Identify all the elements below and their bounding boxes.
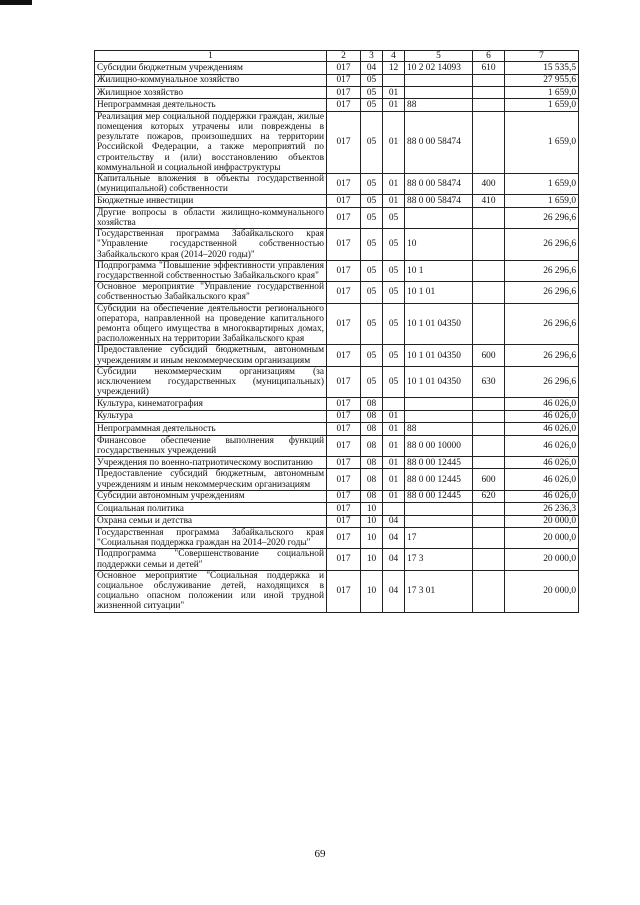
target-article [405, 74, 473, 86]
ministry-code: 017 [327, 515, 361, 527]
scan-edge-mark [0, 0, 32, 5]
subsection-code: 04 [383, 549, 405, 570]
subsection-code: 05 [383, 260, 405, 281]
amount: 26 296,6 [505, 260, 579, 281]
target-article: 17 [405, 527, 473, 548]
target-article: 10 1 01 04350 [405, 366, 473, 398]
amount: 46 026,0 [505, 398, 579, 410]
table-row [95, 86, 579, 98]
subsection-code: 12 [383, 62, 405, 74]
header-cell: 1 [95, 51, 327, 62]
table-row [95, 111, 579, 173]
expense-type [473, 207, 505, 228]
table-row [95, 527, 579, 548]
row-name: Капитальные вложения в объекты государственной (муниципальной) собственности [95, 173, 327, 194]
expense-type [473, 111, 505, 173]
table-row [95, 398, 579, 410]
subsection-code: 04 [383, 527, 405, 548]
section-code: 08 [361, 490, 383, 502]
amount: 27 955,6 [505, 74, 579, 86]
subsection-code: 01 [383, 423, 405, 435]
row-name: Подпрограмма "Повышение эффективности управления государственной собственностью Забайкальского края" [95, 260, 327, 281]
subsection-code: 01 [383, 490, 405, 502]
section-code: 10 [361, 515, 383, 527]
section-code: 10 [361, 549, 383, 570]
section-code: 05 [361, 303, 383, 345]
section-code: 05 [361, 207, 383, 228]
table-row [95, 282, 579, 303]
table-row [95, 260, 579, 281]
amount: 26 296,6 [505, 229, 579, 261]
section-code: 05 [361, 86, 383, 98]
table-row [95, 62, 579, 74]
expense-type [473, 229, 505, 261]
expense-type [473, 86, 505, 98]
amount: 1 659,0 [505, 99, 579, 111]
row-name: Основное мероприятие "Управление государственной собственностью Забайкальского края" [95, 282, 327, 303]
amount: 1 659,0 [505, 111, 579, 173]
section-code: 10 [361, 570, 383, 612]
row-name: Субсидии бюджетным учреждениям [95, 62, 327, 74]
ministry-code: 017 [327, 410, 361, 422]
ministry-code: 017 [327, 86, 361, 98]
target-article: 17 3 [405, 549, 473, 570]
table-row [95, 503, 579, 515]
expense-type [473, 398, 505, 410]
subsection-code: 01 [383, 469, 405, 490]
expense-type [473, 515, 505, 527]
target-article: 88 0 00 58474 [405, 111, 473, 173]
section-code: 08 [361, 398, 383, 410]
amount: 20 000,0 [505, 515, 579, 527]
target-article: 88 [405, 99, 473, 111]
row-name: Основное мероприятие "Социальная поддержка и социальное обслуживание детей, находящихся в социально опасном положении или иной трудной жизненной ситуации" [95, 570, 327, 612]
expense-type: 600 [473, 469, 505, 490]
subsection-code: 05 [383, 366, 405, 398]
subsection-code: 05 [383, 303, 405, 345]
table-row [95, 490, 579, 502]
ministry-code: 017 [327, 111, 361, 173]
row-name: Непрограммная деятельность [95, 423, 327, 435]
amount: 26 296,6 [505, 207, 579, 228]
table-row [95, 74, 579, 86]
expense-type [473, 260, 505, 281]
subsection-code [383, 503, 405, 515]
row-name: Государственная программа Забайкальского края "Социальная поддержка граждан на 2014–2020 годы" [95, 527, 327, 548]
amount: 26 296,6 [505, 345, 579, 366]
subsection-code: 01 [383, 86, 405, 98]
amount: 1 659,0 [505, 195, 579, 207]
expense-type [473, 99, 505, 111]
amount: 26 296,6 [505, 366, 579, 398]
section-code: 05 [361, 366, 383, 398]
expense-type: 400 [473, 173, 505, 194]
page-number: 69 [314, 848, 326, 860]
ministry-code: 017 [327, 435, 361, 456]
row-name: Учреждения по военно-патриотическому воспитанию [95, 457, 327, 469]
target-article [405, 515, 473, 527]
target-article: 17 3 01 [405, 570, 473, 612]
ministry-code: 017 [327, 549, 361, 570]
amount: 46 026,0 [505, 469, 579, 490]
table-row [95, 229, 579, 261]
ministry-code: 017 [327, 173, 361, 194]
expense-type [473, 74, 505, 86]
target-article: 10 2 02 14093 [405, 62, 473, 74]
target-article: 88 [405, 423, 473, 435]
amount: 1 659,0 [505, 173, 579, 194]
target-article [405, 503, 473, 515]
subsection-code: 01 [383, 195, 405, 207]
ministry-code: 017 [327, 207, 361, 228]
expense-type [473, 549, 505, 570]
amount: 20 000,0 [505, 549, 579, 570]
row-name: Субсидии на обеспечение деятельности регионального оператора, направленной на проведение капитального ремонта общего имущества в многоквартирных домах, расположенных на территории Забайкальского края [95, 303, 327, 345]
target-article: 88 0 00 58474 [405, 195, 473, 207]
section-code: 05 [361, 282, 383, 303]
amount: 15 535,5 [505, 62, 579, 74]
section-code: 05 [361, 229, 383, 261]
expense-type: 410 [473, 195, 505, 207]
table-row [95, 195, 579, 207]
subsection-code: 01 [383, 435, 405, 456]
target-article: 10 1 [405, 260, 473, 281]
expense-type [473, 303, 505, 345]
table-row [95, 410, 579, 422]
amount: 20 000,0 [505, 570, 579, 612]
section-code: 05 [361, 260, 383, 281]
section-code: 08 [361, 457, 383, 469]
subsection-code: 04 [383, 570, 405, 612]
subsection-code: 01 [383, 99, 405, 111]
section-code: 04 [361, 62, 383, 74]
header-cell: 7 [505, 51, 579, 62]
row-name: Субсидии некоммерческим организациям (за исключением государственных (муниципальных) учреждений) [95, 366, 327, 398]
expense-type [473, 570, 505, 612]
row-name: Реализация мер социальной поддержки граждан, жилые помещения которых утрачены или повреждены в результате пожаров, произошедших на территории Российской Федерации, а также мероприятий по строительству и (или) восстановлению объектов коммунальной и социальной инфраструктуры [95, 111, 327, 173]
row-name: Финансовое обеспечение выполнения функций государственных учреждений [95, 435, 327, 456]
ministry-code: 017 [327, 570, 361, 612]
ministry-code: 017 [327, 469, 361, 490]
table-header [95, 51, 579, 62]
row-name: Жилищное хозяйство [95, 86, 327, 98]
section-code: 05 [361, 345, 383, 366]
subsection-code: 04 [383, 515, 405, 527]
row-name: Подпрограмма "Совершенствование социальной поддержки семьи и детей" [95, 549, 327, 570]
section-code: 05 [361, 111, 383, 173]
table-row [95, 570, 579, 612]
row-name: Предоставление субсидий бюджетным, автономным учреждениям и иным некоммерческим организациям [95, 345, 327, 366]
subsection-code: 01 [383, 173, 405, 194]
subsection-code: 05 [383, 229, 405, 261]
ministry-code: 017 [327, 303, 361, 345]
amount: 46 026,0 [505, 423, 579, 435]
table-row [95, 549, 579, 570]
section-code: 05 [361, 173, 383, 194]
table-row [95, 345, 579, 366]
section-code: 05 [361, 99, 383, 111]
table-row [95, 207, 579, 228]
target-article: 88 0 00 12445 [405, 457, 473, 469]
amount: 46 026,0 [505, 410, 579, 422]
ministry-code: 017 [327, 490, 361, 502]
header-row [95, 51, 579, 62]
target-article [405, 410, 473, 422]
ministry-code: 017 [327, 503, 361, 515]
subsection-code [383, 74, 405, 86]
ministry-code: 017 [327, 62, 361, 74]
ministry-code: 017 [327, 345, 361, 366]
row-name: Непрограммная деятельность [95, 99, 327, 111]
target-article [405, 86, 473, 98]
row-name: Субсидии автономным учреждениям [95, 490, 327, 502]
ministry-code: 017 [327, 282, 361, 303]
expense-type [473, 410, 505, 422]
expense-type: 620 [473, 490, 505, 502]
expense-type: 610 [473, 62, 505, 74]
section-code: 08 [361, 410, 383, 422]
row-name: Охрана семьи и детства [95, 515, 327, 527]
expense-type [473, 503, 505, 515]
row-name: Предоставление субсидий бюджетным, автономным учреждениям и иным некоммерческим организациям [95, 469, 327, 490]
target-article [405, 207, 473, 228]
section-code: 08 [361, 423, 383, 435]
row-name: Культура, кинематография [95, 398, 327, 410]
section-code: 05 [361, 74, 383, 86]
subsection-code: 01 [383, 457, 405, 469]
section-code: 08 [361, 469, 383, 490]
target-article: 10 1 01 04350 [405, 345, 473, 366]
row-name: Жилищно-коммунальное хозяйство [95, 74, 327, 86]
expense-type [473, 457, 505, 469]
row-name: Другие вопросы в области жилищно-коммунального хозяйства [95, 207, 327, 228]
subsection-code: 05 [383, 345, 405, 366]
amount: 46 026,0 [505, 490, 579, 502]
amount: 26 236,3 [505, 503, 579, 515]
amount: 26 296,6 [505, 282, 579, 303]
table-row [95, 515, 579, 527]
subsection-code: 01 [383, 111, 405, 173]
ministry-code: 017 [327, 260, 361, 281]
target-article: 88 0 00 58474 [405, 173, 473, 194]
expense-type [473, 435, 505, 456]
ministry-code: 017 [327, 457, 361, 469]
expense-type [473, 282, 505, 303]
table-row [95, 99, 579, 111]
expense-type [473, 423, 505, 435]
table-row [95, 457, 579, 469]
table-row [95, 303, 579, 345]
section-code: 05 [361, 195, 383, 207]
target-article: 10 [405, 229, 473, 261]
ministry-code: 017 [327, 74, 361, 86]
target-article: 88 0 00 10000 [405, 435, 473, 456]
amount: 26 296,6 [505, 303, 579, 345]
table-row [95, 469, 579, 490]
table-row [95, 173, 579, 194]
header-cell: 6 [473, 51, 505, 62]
row-name: Социальная политика [95, 503, 327, 515]
row-name: Культура [95, 410, 327, 422]
row-name: Бюджетные инвестиции [95, 195, 327, 207]
amount: 46 026,0 [505, 435, 579, 456]
amount: 1 659,0 [505, 86, 579, 98]
expense-type [473, 527, 505, 548]
table-row [95, 435, 579, 456]
section-code: 08 [361, 435, 383, 456]
target-article: 88 0 00 12445 [405, 469, 473, 490]
amount: 46 026,0 [505, 457, 579, 469]
table-row [95, 423, 579, 435]
ministry-code: 017 [327, 366, 361, 398]
ministry-code: 017 [327, 99, 361, 111]
header-cell: 3 [361, 51, 383, 62]
section-code: 10 [361, 527, 383, 548]
subsection-code: 05 [383, 207, 405, 228]
ministry-code: 017 [327, 527, 361, 548]
header-cell: 2 [327, 51, 361, 62]
target-article: 10 1 01 04350 [405, 303, 473, 345]
table-body [95, 62, 579, 612]
target-article: 10 1 01 [405, 282, 473, 303]
amount: 20 000,0 [505, 527, 579, 548]
ministry-code: 017 [327, 229, 361, 261]
table-row [95, 366, 579, 398]
subsection-code: 05 [383, 282, 405, 303]
subsection-code [383, 398, 405, 410]
ministry-code: 017 [327, 398, 361, 410]
target-article [405, 398, 473, 410]
expense-type: 630 [473, 366, 505, 398]
subsection-code: 01 [383, 410, 405, 422]
expense-type: 600 [473, 345, 505, 366]
ministry-code: 017 [327, 423, 361, 435]
header-cell: 4 [383, 51, 405, 62]
ministry-code: 017 [327, 195, 361, 207]
section-code: 10 [361, 503, 383, 515]
header-cell: 5 [405, 51, 473, 62]
target-article: 88 0 00 12445 [405, 490, 473, 502]
row-name: Государственная программа Забайкальского края "Управление государственной собственностью Забайкальского края (2014–2020 годы)" [95, 229, 327, 261]
budget-table [94, 50, 579, 613]
